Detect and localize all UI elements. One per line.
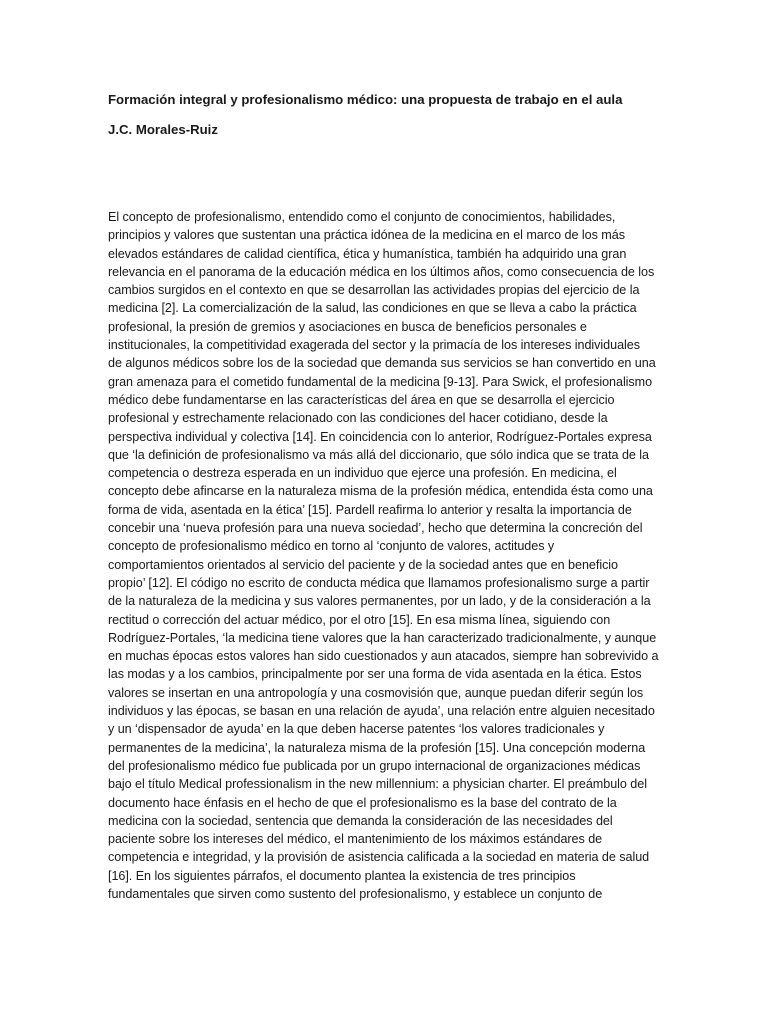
body-line: elevados estándares de calidad científica, ética y humanística, también ha adquirido una gran (108, 246, 627, 261)
body-line: concepto debe afincarse en la naturaleza misma de la profesión médica, entendida ésta como una (108, 484, 653, 499)
body-line: principios y valores que sustentan una práctica idónea de la medicina en el marco de los más (108, 228, 625, 243)
document-author: J.C. Morales-Ruiz (108, 122, 218, 137)
body-line: concebir una ‘nueva profesión para una nueva sociedad’, hecho que determina la concreción del (108, 521, 643, 536)
body-line: [16]. En los siguientes párrafos, el documento plantea la existencia de tres principios (108, 868, 576, 883)
body-paragraph (108, 208, 660, 903)
body-line: en muchas épocas estos valores han sido cuestionados y aun atacados, siempre han sobrevivido a (108, 649, 659, 664)
body-line: concepto de profesionalismo médico en torno al ‘conjunto de valores, actitudes y (108, 539, 555, 554)
body-line: propio’ [12]. El código no escrito de conducta médica que llamamos profesionalismo surge a partir (108, 575, 650, 590)
body-line: documento hace énfasis en el hecho de que el profesionalismo es la base del contrato de la (108, 795, 617, 810)
body-line: competencia o destreza esperada en un individuo que ejerce una profesión. En medicina, el (108, 466, 617, 481)
body-line: medicina con la sociedad, sentencia que demanda la consideración de las necesidades del (108, 813, 613, 828)
body-line: perspectiva individual y colectiva [14]. En coincidencia con lo anterior, Rodríguez-Portales expresa (108, 429, 652, 444)
body-line: fundamentales que sirven como sustento del profesionalismo, y establece un conjunto de (108, 886, 603, 901)
body-line: rectitud o corrección del actuar médico, por el otro [15]. En esa misma línea, siguiendo con (108, 612, 611, 627)
body-line: que ‘la definición de profesionalismo va más allá del diccionario, que sólo indica que se trata de la (108, 447, 650, 462)
body-line: individuos y las épocas, se basan en una relación de ayuda’, una relación entre alguien necesitado (108, 704, 655, 719)
body-line: permanentes de la medicina’, la naturaleza misma de la profesión [15]. Una concepción moderna (108, 740, 646, 755)
body-line: gran amenaza para el cometido fundamental de la medicina [9-13]. Para Swick, el profesionalismo (108, 374, 653, 389)
body-line: valores se insertan en una antropología y una cosmovisión que, aunque puedan diferir según los (108, 685, 644, 700)
body-line: forma de vida, asentada en la ética’ [15]. Pardell reafirma lo anterior y resalta la importancia de (108, 502, 632, 517)
body-line: competencia e integridad, y la provisión de asistencia calificada a la sociedad en materia de salud (108, 850, 650, 865)
body-line: del profesionalismo médico fue publicada por un grupo internacional de organizaciones médicas (108, 758, 641, 773)
body-line: bajo el título Medical professionalism in the new millennium: a physician charter. El preámbulo del (108, 777, 647, 792)
body-line: de la naturaleza de la medicina y sus valores permanentes, por un lado, y de la consideración a la (108, 594, 651, 609)
body-line: las modas y a los cambios, principalmente por ser una forma de vida asentada en la ética. Estos (108, 667, 642, 682)
document-title: Formación integral y profesionalismo médico: una propuesta de trabajo en el aula (108, 92, 623, 107)
body-line: cambios surgidos en el contexto en que se desarrollan las actividades propias del ejercicio de la (108, 283, 640, 298)
body-line: médico debe fundamentarse en las características del área en que se desarrolla el ejercicio (108, 392, 615, 407)
body-line: de algunos médicos sobre los de la sociedad que demanda sus servicios se han convertido en una (108, 356, 656, 371)
body-line: profesional y estrechamente relacionado con las condiciones del hacer cotidiano, desde la (108, 411, 608, 426)
body-line: medicina [2]. La comercialización de la salud, las condiciones en que se lleva a cabo la práctica (108, 301, 637, 316)
body-line: institucionales, la competitividad exagerada del sector y la primacía de los intereses individuales (108, 338, 640, 353)
body-line: relevancia en el panorama de la educación médica en los últimos años, como consecuencia de los (108, 264, 655, 279)
body-line: paciente sobre los intereses del médico, el mantenimiento de los máximos estándares de (108, 832, 603, 847)
body-line: profesional, la presión de gremios y asociaciones en busca de beneficios personales e (108, 319, 587, 334)
body-line: Rodríguez-Portales, ‘la medicina tiene valores que la han caracterizado tradicionalmente, y aunque (108, 630, 657, 645)
body-line: El concepto de profesionalismo, entendido como el conjunto de conocimientos, habilidades, (108, 210, 616, 224)
body-line: comportamientos orientados al servicio del paciente y de la sociedad antes que en beneficio (108, 557, 619, 572)
body-line: y un ‘dispensador de ayuda’ en la que deben hacerse patentes ‘los valores tradicionales y (108, 722, 605, 737)
